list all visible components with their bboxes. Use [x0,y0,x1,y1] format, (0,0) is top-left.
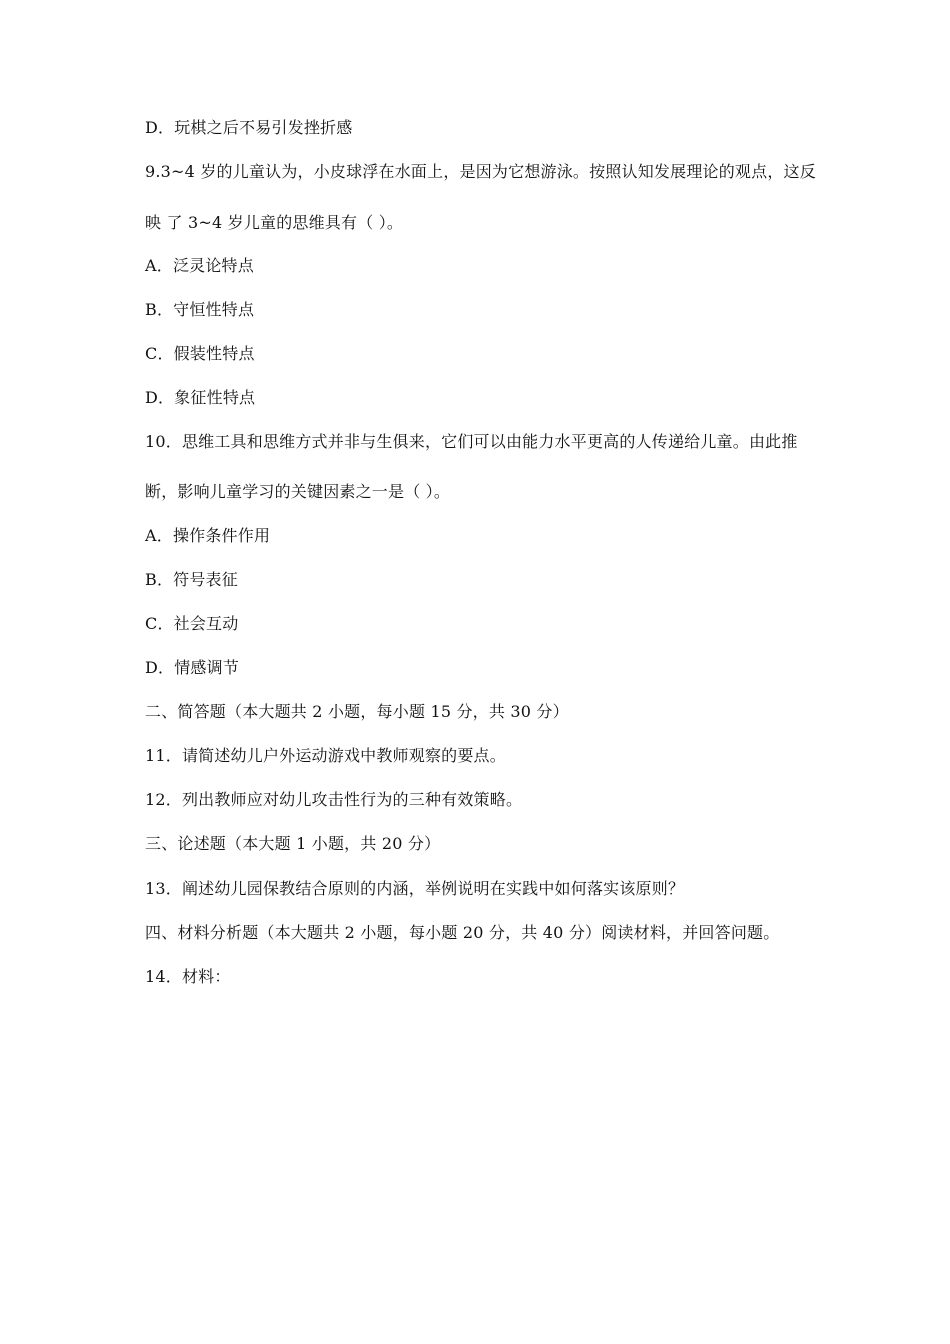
q9-option-d: D．象征性特点 [145,388,256,407]
q10-option-a: A．操作条件作用 [145,526,271,545]
q10-stem-line2: 断，影响儿童学习的关键因素之一是（ ）。 [145,482,451,501]
q11: 11．请简述幼儿户外运动游戏中教师观察的要点。 [145,746,506,765]
q12: 12．列出教师应对幼儿攻击性行为的三种有效策略。 [145,790,523,809]
q10-stem-line1: 10．思维工具和思维方式并非与生俱来，它们可以由能力水平更高的人传递给儿童。由此推 [145,432,798,451]
section-2-heading: 二、简答题（本大题共 2 小题，每小题 15 分，共 30 分） [145,702,569,721]
q14: 14．材料： [145,967,231,986]
q9-stem-line1: 9.3~4 岁的儿童认为，小皮球浮在水面上，是因为它想游泳。按照认知发展理论的观点，这反 [145,162,816,181]
q10-option-b: B．符号表征 [145,570,238,589]
q9-option-a: A．泛灵论特点 [145,256,254,275]
section-4-heading: 四、材料分析题（本大题共 2 小题，每小题 20 分，共 40 分）阅读材料，并回答问题。 [145,923,780,942]
section-3-heading: 三、论述题（本大题 1 小题，共 20 分） [145,834,441,853]
q9-option-c: C．假装性特点 [145,344,255,363]
q10-option-d: D．情感调节 [145,658,240,677]
q9-stem-line2: 映 了 3~4 岁儿童的思维具有（ ）。 [145,213,404,232]
q10-option-c: C．社会互动 [145,614,239,633]
q13: 13．阐述幼儿园保教结合原则的内涵，举例说明在实践中如何落实该原则？ [145,879,685,898]
q8-option-d: D．玩棋之后不易引发挫折感 [145,118,353,137]
q9-option-b: B．守恒性特点 [145,300,255,319]
